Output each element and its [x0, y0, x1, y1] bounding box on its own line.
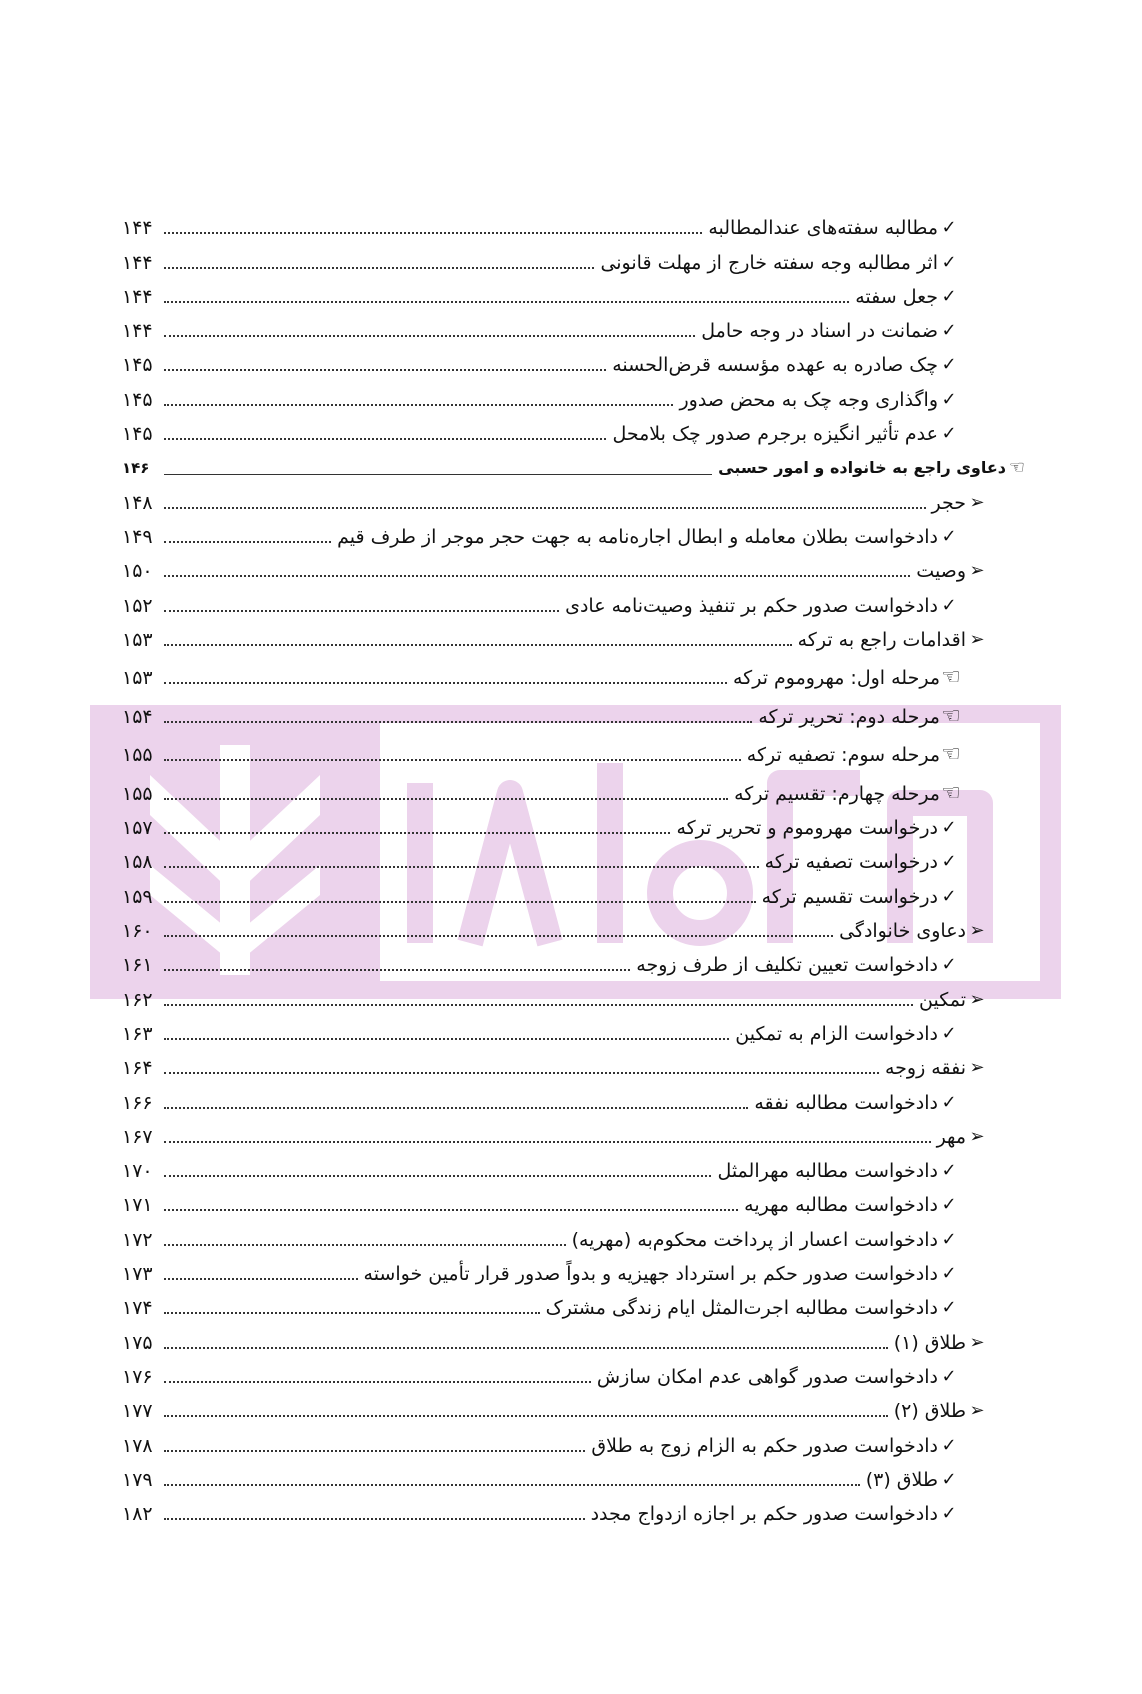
toc-entry-title: واگذاری وجه چک به محض صدور — [679, 388, 938, 411]
toc-entry-title: نفقه زوجه — [884, 1057, 966, 1080]
check-icon: ✓ — [941, 320, 957, 342]
hand-pointer-icon: ☜ — [941, 665, 961, 691]
toc-entry[interactable] — [122, 1046, 1028, 1080]
check-icon: ✓ — [941, 354, 957, 376]
arrow-bullet-icon: ➢ — [969, 1331, 985, 1353]
toc-page-number: ۱۸۲ — [122, 1503, 153, 1526]
toc-entry[interactable] — [122, 1115, 1028, 1149]
toc-entry[interactable] — [122, 1012, 1028, 1046]
check-icon: ✓ — [941, 954, 957, 976]
check-icon: ✓ — [941, 525, 957, 547]
toc-page-number: ۱۴۴ — [122, 285, 153, 308]
toc-entry[interactable] — [122, 618, 1028, 652]
check-icon: ✓ — [941, 251, 957, 273]
toc-entry[interactable] — [122, 909, 1028, 943]
toc-entry[interactable] — [122, 412, 1028, 446]
toc-entry[interactable] — [122, 1080, 1028, 1114]
toc-page-number: ۱۴۶ — [122, 459, 150, 478]
toc-entry-title: دادخواست صدور حکم بر تنفیذ وصیت‌نامه عادی — [565, 594, 938, 617]
dot-leader — [164, 866, 759, 868]
toc-entry-title: دادخواست صدور حکم بر اجازه ازدواج مجدد — [590, 1503, 938, 1526]
dot-leader — [164, 232, 702, 234]
toc-entry-title: دادخواست تعیین تکلیف از طرف زوجه — [636, 954, 938, 977]
toc-page-number: ۱۴۵ — [122, 388, 153, 411]
toc-entry[interactable] — [122, 1355, 1028, 1389]
toc-entry-title: جعل سفته — [855, 285, 938, 308]
toc-page-number: ۱۴۸ — [122, 491, 153, 514]
toc-entry[interactable] — [122, 729, 1028, 768]
dot-leader — [164, 335, 695, 337]
toc-page-number: ۱۵۷ — [122, 817, 153, 840]
toc-page-number: ۱۶۷ — [122, 1125, 153, 1148]
check-icon: ✓ — [941, 1022, 957, 1044]
toc-entry[interactable] — [122, 1252, 1028, 1286]
toc-page-number: ۱۷۹ — [122, 1468, 153, 1491]
dot-leader — [164, 1004, 913, 1006]
toc-page-number: ۱۷۵ — [122, 1331, 153, 1354]
check-icon: ✓ — [941, 388, 957, 410]
check-icon: ✓ — [941, 594, 957, 616]
toc-entry[interactable] — [122, 206, 1028, 240]
hand-pointer-icon: ☜ — [941, 703, 961, 729]
toc-page-number: ۱۶۳ — [122, 1022, 153, 1045]
check-icon: ✓ — [941, 1434, 957, 1456]
toc-page-number: ۱۷۳ — [122, 1263, 153, 1286]
check-icon: ✓ — [941, 817, 957, 839]
dot-leader — [164, 1347, 888, 1349]
toc-entry-title: دادخواست صدور گواهی عدم امکان سازش — [596, 1365, 938, 1388]
dot-leader — [164, 438, 606, 440]
check-icon: ✓ — [941, 1194, 957, 1216]
check-icon: ✓ — [941, 885, 957, 907]
toc-entry-title: دادخواست مطالبه اجرت‌المثل ایام زندگی مشترک — [545, 1297, 938, 1320]
dot-leader — [164, 969, 630, 971]
arrow-bullet-icon: ➢ — [969, 491, 985, 513]
toc-entry[interactable] — [122, 1389, 1028, 1423]
toc-page-number: ۱۶۱ — [122, 954, 153, 977]
check-icon: ✓ — [941, 285, 957, 307]
toc-page-number: ۱۵۰ — [122, 560, 153, 583]
toc-entry-title: دعاوی راجع به خانواده و امور حسبی — [718, 458, 1006, 478]
dot-leader — [164, 575, 910, 577]
toc-entry[interactable] — [122, 240, 1028, 274]
check-icon: ✓ — [941, 1503, 957, 1525]
toc-page-number: ۱۵۳ — [122, 667, 153, 690]
dot-leader — [164, 682, 727, 684]
toc-entry-title: دادخواست الزام به تمکین — [735, 1022, 938, 1045]
toc-page-number: ۱۴۹ — [122, 525, 153, 548]
toc-page-number: ۱۷۷ — [122, 1400, 153, 1423]
toc-page-number: ۱۴۵ — [122, 354, 153, 377]
check-icon: ✓ — [941, 1160, 957, 1182]
toc-entry[interactable] — [122, 690, 1028, 729]
check-icon: ✓ — [941, 851, 957, 873]
toc-entry-title: طلاق (۲) — [893, 1400, 966, 1423]
toc-entry-title: مهر — [936, 1125, 966, 1148]
toc-entry-title: دادخواست مطالبه نفقه — [754, 1091, 938, 1114]
dot-leader — [164, 507, 926, 509]
toc-entry[interactable] — [122, 1458, 1028, 1492]
dot-leader — [164, 1141, 931, 1143]
toc-entry-title: درخواست تقسیم ترکه — [761, 885, 938, 908]
toc-page-number: ۱۷۴ — [122, 1297, 153, 1320]
toc-entry-title: مرحله چهارم: تقسیم ترکه — [734, 782, 940, 805]
dot-leader — [164, 1484, 860, 1486]
toc-page-number: ۱۶۲ — [122, 988, 153, 1011]
toc-entry[interactable] — [122, 309, 1028, 343]
toc-entry[interactable] — [122, 480, 1028, 514]
toc-page-number: ۱۶۴ — [122, 1057, 153, 1080]
dot-leader — [164, 1312, 540, 1314]
toc-entry[interactable] — [122, 652, 1028, 691]
toc-entry-title: اقدامات راجع به ترکه — [797, 628, 966, 651]
arrow-bullet-icon: ➢ — [969, 1057, 985, 1079]
toc-entry-title: تمکین — [919, 988, 966, 1011]
arrow-bullet-icon: ➢ — [969, 1400, 985, 1422]
toc-page-number: ۱۴۴ — [122, 217, 153, 240]
check-icon: ✓ — [941, 423, 957, 445]
toc-entry[interactable] — [122, 343, 1028, 377]
toc-page-number: ۱۵۸ — [122, 851, 153, 874]
toc-entry-title: دادخواست صدور حکم بر استرداد جهیزیه و بدواً صدور قرار تأمین خواسته — [363, 1263, 938, 1286]
toc-entry[interactable] — [122, 515, 1028, 549]
check-icon: ✓ — [941, 1263, 957, 1285]
toc-entry[interactable] — [122, 1286, 1028, 1320]
toc-entry-title: عدم تأثیر انگیزه برجرم صدور چک بلامحل — [612, 423, 938, 446]
dot-leader — [164, 1278, 358, 1280]
toc-entry-title: دعاوی خانوادگی — [839, 920, 966, 943]
check-icon: ✓ — [941, 1365, 957, 1387]
toc-entry-title: دادخواست مطالبه مهرالمثل — [717, 1160, 938, 1183]
hand-pointer-icon: ☜ — [941, 742, 961, 768]
toc-entry-title: حجر — [931, 491, 966, 514]
toc-entry-title: دادخواست مطالبه مهریه — [744, 1194, 938, 1217]
toc-page-number: ۱۷۰ — [122, 1160, 153, 1183]
toc-entry-title: دادخواست صدور حکم به الزام زوج به طلاق — [591, 1434, 938, 1457]
table-of-contents — [122, 206, 1028, 1526]
toc-entry-title: وصیت — [916, 560, 966, 583]
toc-page-number: ۱۴۴ — [122, 320, 153, 343]
toc-entry-title: اثر مطالبه وجه سفته خارج از مهلت قانونی — [600, 251, 938, 274]
toc-entry[interactable] — [122, 1423, 1028, 1457]
toc-entry[interactable] — [122, 1149, 1028, 1183]
toc-entry[interactable] — [122, 1217, 1028, 1251]
arrow-bullet-icon: ➢ — [969, 988, 985, 1010]
toc-entry[interactable] — [122, 1320, 1028, 1354]
dot-leader — [164, 644, 792, 646]
dot-leader — [164, 1072, 879, 1074]
dot-leader — [164, 1038, 729, 1040]
toc-page-number: ۱۶۶ — [122, 1091, 153, 1114]
dot-leader — [164, 1415, 888, 1417]
dot-leader — [164, 404, 673, 406]
dot-leader — [164, 541, 331, 543]
toc-page-number: ۱۵۵ — [122, 744, 153, 767]
dot-leader — [164, 832, 670, 834]
dot-leader — [164, 901, 756, 903]
toc-entry-title: مرحله دوم: تحریر ترکه — [758, 705, 940, 728]
dot-leader — [164, 369, 606, 371]
check-icon: ✓ — [941, 1297, 957, 1319]
check-icon: ✓ — [941, 1228, 957, 1250]
toc-page-number: ۱۵۹ — [122, 885, 153, 908]
dot-leader — [164, 610, 559, 612]
check-icon: ✓ — [941, 1468, 957, 1490]
toc-entry-title: مرحله اول: مهروموم ترکه — [732, 667, 940, 690]
toc-entry[interactable] — [122, 977, 1028, 1011]
dot-leader — [164, 935, 833, 937]
toc-page-number: ۱۵۳ — [122, 628, 153, 651]
toc-entry[interactable] — [122, 377, 1028, 411]
toc-entry[interactable] — [122, 446, 1028, 480]
toc-entry[interactable] — [122, 549, 1028, 583]
toc-entry-title: دادخواست اعسار از پرداخت محکوم‌به (مهریه) — [571, 1228, 938, 1251]
toc-entry-title: طلاق (۳) — [865, 1468, 938, 1491]
dot-leader — [164, 759, 741, 761]
toc-entry-title: ضمانت در اسناد در وجه حامل — [701, 320, 938, 343]
dot-leader — [164, 1209, 738, 1211]
dot-leader — [164, 1450, 585, 1452]
toc-page-number: ۱۴۴ — [122, 251, 153, 274]
toc-entry[interactable] — [122, 275, 1028, 309]
toc-page-number: ۱۷۲ — [122, 1228, 153, 1251]
dot-leader — [164, 1381, 591, 1383]
toc-entry-title: درخواست مهروموم و تحریر ترکه — [676, 817, 938, 840]
toc-entry[interactable] — [122, 1492, 1028, 1526]
toc-page-number: ۱۴۵ — [122, 423, 153, 446]
arrow-bullet-icon: ➢ — [969, 920, 985, 942]
dot-leader — [164, 721, 752, 723]
dot-leader — [164, 1107, 748, 1109]
toc-entry[interactable] — [122, 840, 1028, 874]
toc-page-number: ۱۷۶ — [122, 1365, 153, 1388]
dot-leader — [164, 301, 849, 303]
toc-entry[interactable] — [122, 1183, 1028, 1217]
arrow-bullet-icon: ➢ — [969, 1125, 985, 1147]
toc-entry[interactable] — [122, 583, 1028, 617]
toc-page-number: ۱۷۸ — [122, 1434, 153, 1457]
arrow-bullet-icon: ➢ — [969, 628, 985, 650]
toc-page-number: ۱۶۰ — [122, 920, 153, 943]
toc-entry-title: مطالبه سفته‌های عندالمطالبه — [708, 217, 938, 240]
toc-page-number: ۱۵۴ — [122, 705, 153, 728]
toc-entry[interactable] — [122, 943, 1028, 977]
dot-leader — [164, 1244, 566, 1246]
dot-leader — [164, 798, 728, 800]
toc-entry-title: مرحله سوم: تصفیه ترکه — [746, 744, 940, 767]
dot-leader — [164, 1175, 711, 1177]
toc-entry[interactable] — [122, 767, 1028, 806]
check-icon: ✓ — [941, 217, 957, 239]
toc-page-number: ۱۷۱ — [122, 1194, 153, 1217]
toc-entry-title: درخواست تصفیه ترکه — [764, 851, 938, 874]
toc-entry[interactable] — [122, 874, 1028, 908]
toc-entry-title: دادخواست بطلان معامله و ابطال اجاره‌نامه به جهت حجر موجر از طرف قیم — [337, 525, 938, 548]
hand-pointer-icon: ☜ — [1008, 457, 1026, 479]
arrow-bullet-icon: ➢ — [969, 560, 985, 582]
toc-entry[interactable] — [122, 806, 1028, 840]
dot-leader — [164, 267, 594, 269]
toc-page-number: ۱۵۲ — [122, 594, 153, 617]
toc-entry-title: چک صادره به عهده مؤسسه قرض‌الحسنه — [612, 354, 938, 377]
toc-page-number: ۱۵۵ — [122, 782, 153, 805]
hand-pointer-icon: ☜ — [941, 780, 961, 806]
dot-leader — [164, 474, 712, 475]
dot-leader — [164, 1518, 585, 1520]
check-icon: ✓ — [941, 1091, 957, 1113]
toc-entry-title: طلاق (۱) — [893, 1331, 966, 1354]
